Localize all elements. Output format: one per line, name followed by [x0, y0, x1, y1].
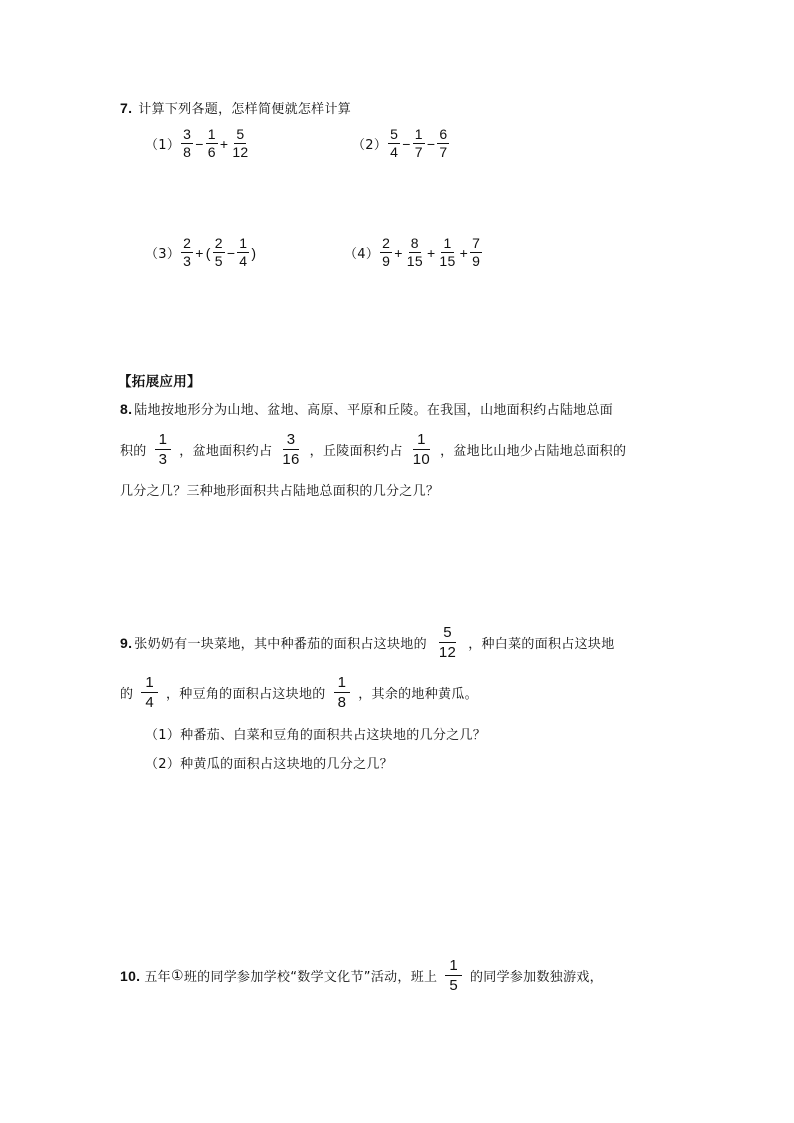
operator: +: [394, 244, 403, 261]
fraction: $\frac{3}{8}$: [183, 126, 192, 160]
q10-line-1: [120, 956, 603, 995]
q7-instruction: 计算下列各题，怎样简便就怎样计算: [138, 102, 352, 117]
problem-label: （2）: [352, 138, 388, 153]
q8-text: 陆地按地形分为山地、盆地、高原、平原和丘陵。在我国，山地面积约占陆地总面: [134, 403, 614, 418]
problem-label: （3）: [145, 247, 181, 262]
fraction: $\frac{5}{12}$: [232, 126, 249, 160]
fraction: $\frac{5}{12}$: [438, 624, 457, 661]
fraction: $\frac{1}{5}$: [445, 956, 462, 995]
fraction: $\frac{1}{7}$: [414, 126, 423, 160]
fraction: $\frac{2}{5}$: [214, 235, 223, 269]
problem-label: （1）: [145, 138, 181, 153]
q8-number: 8.: [120, 400, 133, 417]
q7-problem-2: [352, 126, 450, 161]
fraction: $\frac{1}{6}$: [207, 126, 216, 160]
q9-text: ，种豆角的面积占这块地的: [165, 687, 326, 702]
operator: −: [195, 135, 204, 152]
operator: +: [426, 244, 436, 261]
q7-heading: [120, 98, 351, 117]
q10-text: 班的同学参加学校“数学文化节”活动，班上: [183, 970, 438, 985]
operator: −: [226, 244, 236, 261]
left-paren: (: [205, 244, 211, 261]
operator: −: [426, 135, 436, 152]
q9-text: ，种白菜的面积占这块地: [468, 637, 615, 652]
q10-text: 五年: [144, 970, 171, 985]
q7-problem-4: [344, 235, 483, 270]
operator: +: [459, 244, 469, 261]
q8-line-1: [120, 399, 613, 418]
fraction: $\frac{1}{4}$: [141, 673, 158, 712]
fraction: $\frac{1}{10}$: [412, 431, 431, 468]
q9-number: 9.: [120, 634, 133, 651]
q8-line-2: [120, 430, 626, 469]
q9-subquestion: （1）种番茄、白菜和豆角的面积共占这块地的几分之几？: [145, 728, 487, 743]
q9-sub-2: [145, 753, 393, 772]
q9-text: 张奶奶有一块菜地，其中种番茄的面积占这块地的: [134, 637, 427, 652]
fraction: $\frac{5}{4}$: [390, 126, 399, 160]
section-title: 【拓展应用】: [118, 374, 201, 390]
right-paren: ): [251, 244, 257, 261]
q7-problem-3: [145, 235, 257, 270]
q7-problem-1: [145, 126, 252, 161]
fraction: $\frac{1}{15}$: [439, 235, 456, 269]
q8-text: 积的: [120, 444, 147, 459]
fraction: $\frac{1}{3}$: [155, 430, 172, 469]
fraction: $\frac{2}{9}$: [382, 235, 391, 269]
q8-text: ，丘陵面积约占: [309, 444, 403, 459]
circled-one: ①: [170, 967, 184, 984]
q8-text: 几分之几？三种地形面积共占陆地总面积的几分之几？: [120, 484, 440, 499]
fraction: $\frac{2}{3}$: [183, 235, 192, 269]
q8-text: ，盆地比山地少占陆地总面积的: [440, 444, 627, 459]
q9-line-1: [120, 623, 615, 662]
operator: −: [402, 135, 411, 152]
q7-number: 7.: [120, 99, 133, 116]
fraction: $\frac{7}{9}$: [472, 235, 481, 269]
q8-line-3: [120, 480, 439, 499]
q8-text: ，盆地面积约占: [179, 444, 273, 459]
q10-text: 的同学参加数独游戏，: [469, 970, 603, 985]
fraction: $\frac{3}{16}$: [282, 431, 300, 468]
fraction: $\frac{1}{4}$: [239, 235, 248, 269]
q9-line-2: [120, 673, 478, 712]
problem-label: （4）: [344, 247, 380, 262]
q10-number: 10.: [120, 967, 141, 984]
q9-sub-1: [145, 724, 486, 743]
operator: +: [219, 135, 229, 152]
q9-subquestion: （2）种黄瓜的面积占这块地的几分之几？: [145, 757, 393, 772]
operator: +: [195, 244, 204, 261]
q9-text: ，其余的地种黄瓜。: [358, 687, 478, 702]
fraction: $\frac{1}{8}$: [334, 673, 351, 712]
q9-text: 的: [120, 687, 134, 702]
fraction: $\frac{8}{15}$: [406, 235, 423, 269]
fraction: $\frac{6}{7}$: [439, 126, 448, 160]
